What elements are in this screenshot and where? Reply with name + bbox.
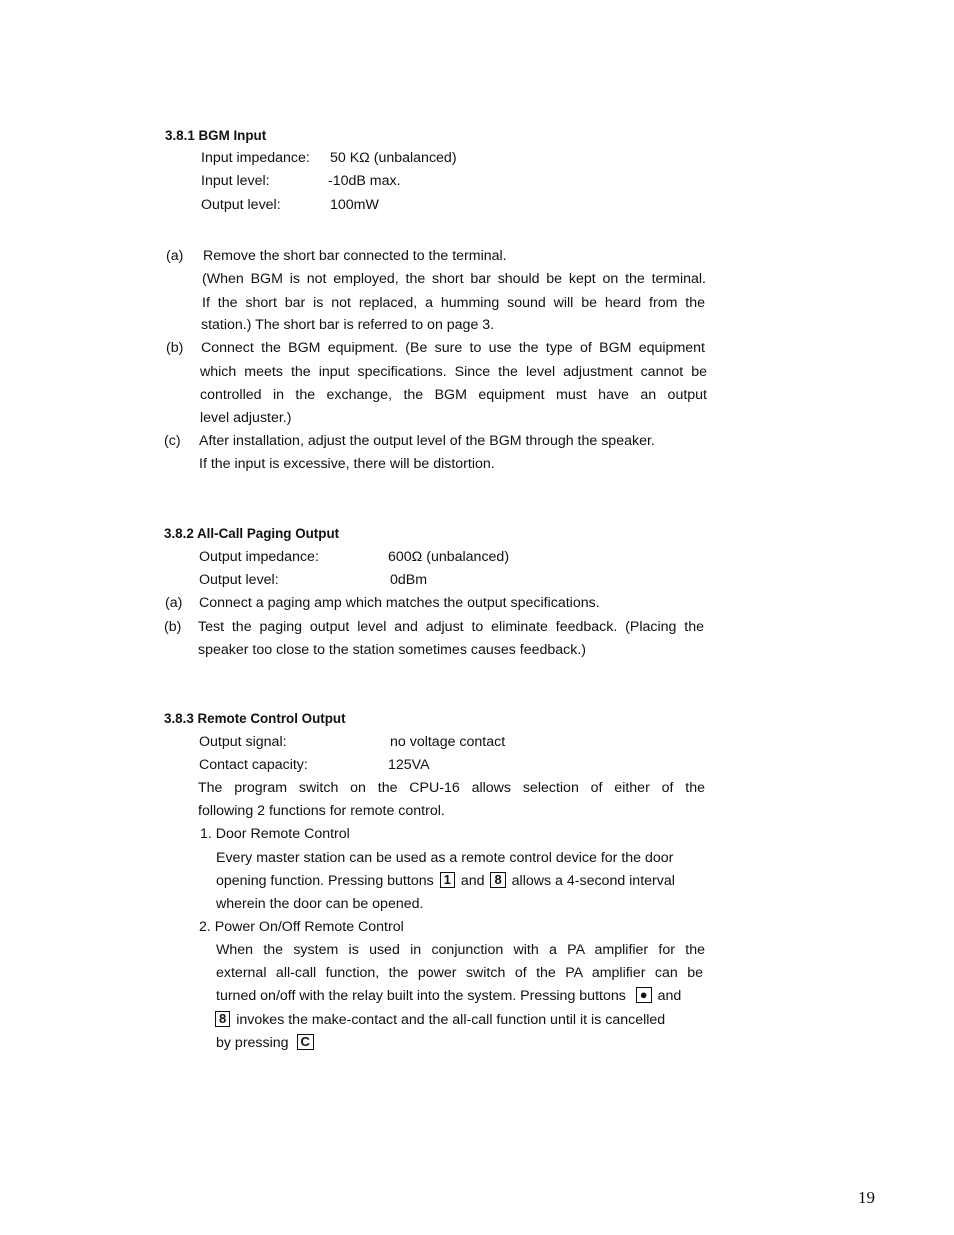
spec-value: 50 KΩ (unbalanced) — [330, 150, 457, 166]
spec-value: 100mW — [330, 197, 379, 213]
key-1-icon: 1 — [440, 872, 455, 888]
paragraph-line: wherein the door can be opened. — [216, 896, 424, 912]
spec-label: Contact capacity: — [199, 757, 308, 773]
paragraph-line-with-keys — [216, 987, 681, 1005]
spec-label: Output signal: — [199, 734, 287, 750]
paragraph-line-with-keys — [215, 1011, 665, 1029]
list-marker: (c) — [164, 433, 181, 449]
key-c-icon: C — [297, 1034, 314, 1050]
paragraph-line: controlled in the exchange, the BGM equipment must have an output — [200, 387, 707, 403]
paragraph-line-with-keys — [216, 872, 675, 890]
list-item-title: 1. Door Remote Control — [200, 826, 350, 842]
paragraph-line-with-keys — [216, 1034, 316, 1052]
spec-value: 600Ω (unbalanced) — [388, 549, 510, 565]
key-dot-icon: ● — [636, 987, 652, 1003]
text-fragment: and — [657, 988, 682, 1004]
text-fragment: invokes the make-contact and the all-call function until it is cancelled — [236, 1012, 666, 1028]
paragraph-line: speaker too close to the station sometimes causes feedback.) — [198, 642, 586, 658]
spec-value: -10dB max. — [328, 173, 401, 189]
list-marker: (a) — [166, 248, 184, 264]
list-item-title: 2. Power On/Off Remote Control — [199, 919, 404, 935]
paragraph-line: Remove the short bar connected to the terminal. — [203, 248, 507, 264]
text-fragment: turned on/off with the relay built into the system. Pressing buttons — [216, 988, 626, 1004]
paragraph-line: which meets the input specifications. Since the level adjustment cannot be — [200, 364, 707, 380]
spec-label: Output level: — [201, 197, 281, 213]
section-heading-remote-control: 3.8.3 Remote Control Output — [164, 711, 346, 726]
key-8-icon: 8 — [215, 1011, 230, 1027]
text-fragment: by pressing — [216, 1035, 289, 1051]
text-fragment: opening function. Pressing buttons — [216, 873, 434, 889]
page-number: 19 — [858, 1188, 875, 1207]
text-fragment: allows a 4-second interval — [511, 873, 675, 889]
list-marker: (b) — [164, 619, 182, 635]
section-heading-bgm-input: 3.8.1 BGM Input — [165, 128, 267, 143]
paragraph-line: Test the paging output level and adjust to eliminate feedback. (Placing the — [198, 619, 704, 635]
paragraph-line: following 2 functions for remote control. — [198, 803, 445, 819]
spec-label: Output impedance: — [199, 549, 319, 565]
spec-label: Output level: — [199, 572, 279, 588]
spec-value: no voltage contact — [390, 734, 506, 750]
list-marker: (b) — [166, 340, 184, 356]
paragraph-line: The program switch on the CPU-16 allows selection of either of the — [198, 780, 705, 796]
paragraph-line: level adjuster.) — [200, 410, 292, 426]
spec-value: 0dBm — [390, 572, 428, 588]
paragraph-line: If the short bar is not replaced, a humming sound will be heard from the — [202, 295, 705, 311]
paragraph-line: When the system is used in conjunction with a PA amplifier for the — [216, 942, 705, 958]
paragraph-line: Connect a paging amp which matches the output specifications. — [199, 595, 600, 611]
list-marker: (a) — [165, 595, 183, 611]
paragraph-line: After installation, adjust the output level of the BGM through the speaker. — [199, 433, 655, 449]
spec-label: Input level: — [201, 173, 270, 189]
spec-value: 125VA — [388, 757, 430, 773]
paragraph-line: (When BGM is not employed, the short bar should be kept on the terminal. — [202, 271, 706, 287]
spec-label: Input impedance: — [201, 150, 310, 166]
paragraph-line: Every master station can be used as a remote control device for the door — [216, 850, 674, 866]
section-heading-all-call-paging: 3.8.2 All-Call Paging Output — [164, 526, 340, 541]
paragraph-line: Connect the BGM equipment. (Be sure to use the type of BGM equipment — [201, 340, 705, 356]
text-fragment: and — [460, 873, 485, 889]
paragraph-line: station.) The short bar is referred to on page 3. — [201, 317, 495, 333]
key-8-icon: 8 — [490, 872, 505, 888]
paragraph-line: external all-call function, the power switch of the PA amplifier can be — [216, 965, 703, 981]
paragraph-line: If the input is excessive, there will be distortion. — [199, 456, 495, 472]
